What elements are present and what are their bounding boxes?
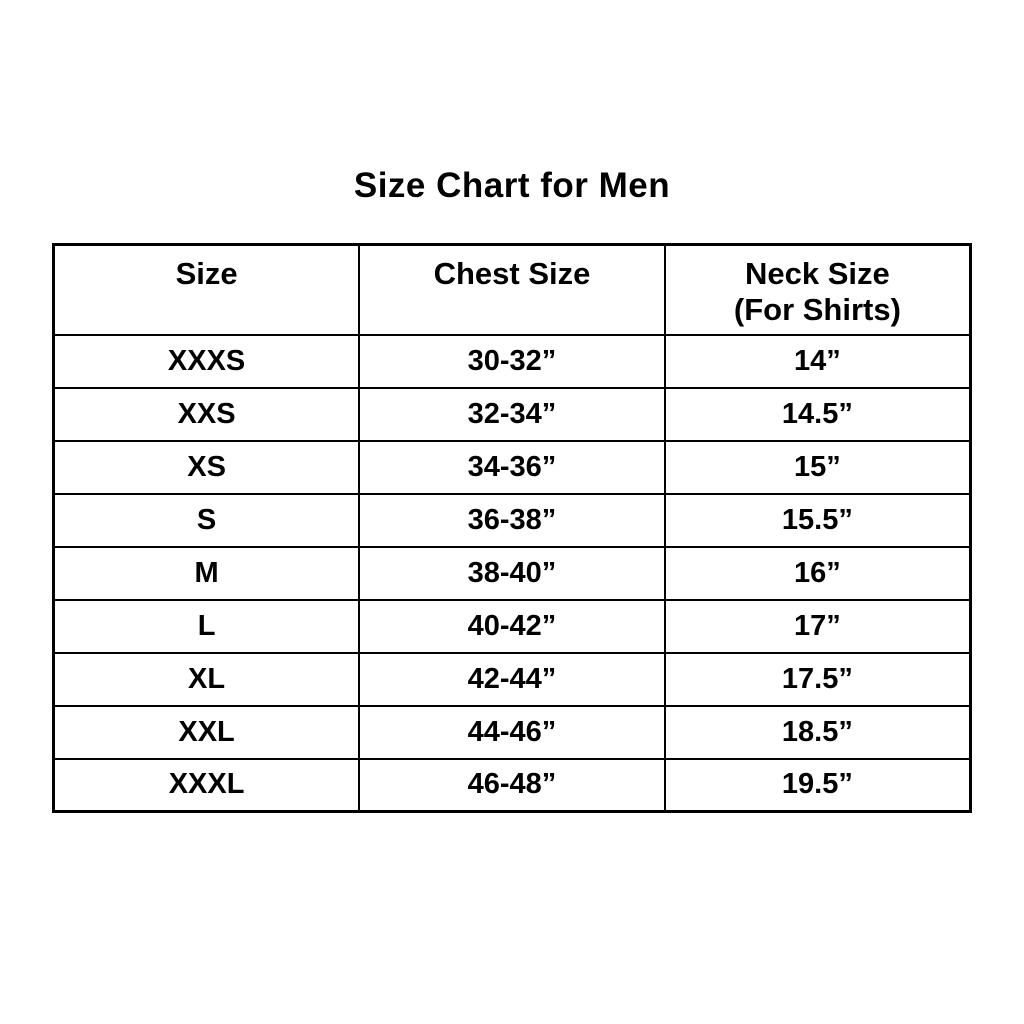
neck-size-cell: 18.5”	[665, 706, 971, 759]
neck-size-cell: 15”	[665, 441, 971, 494]
size-cell: XL	[54, 653, 360, 706]
header-neck-size	[665, 245, 971, 335]
chest-size-cell: 36-38”	[359, 494, 665, 547]
size-chart-table	[52, 243, 972, 813]
table-row	[54, 706, 971, 759]
header-row	[54, 245, 971, 335]
chest-size-cell: 38-40”	[359, 547, 665, 600]
table-row	[54, 335, 971, 388]
header-size	[54, 245, 360, 335]
size-cell: XS	[54, 441, 360, 494]
header-size-label: Size	[175, 256, 238, 291]
table-row	[54, 494, 971, 547]
chest-size-cell: 34-36”	[359, 441, 665, 494]
table-row	[54, 441, 971, 494]
size-cell: XXL	[54, 706, 360, 759]
header-neck-size-label: Neck Size	[745, 256, 890, 291]
size-cell: S	[54, 494, 360, 547]
size-cell: XXS	[54, 388, 360, 441]
chest-size-cell: 40-42”	[359, 600, 665, 653]
size-cell: XXXL	[54, 759, 360, 812]
table-body	[54, 335, 971, 812]
chest-size-cell: 46-48”	[359, 759, 665, 812]
table-row	[54, 759, 971, 812]
header-neck-size-sublabel: (For Shirts)	[733, 292, 901, 327]
header-chest-size	[359, 245, 665, 335]
table-header	[54, 245, 971, 335]
table-row	[54, 547, 971, 600]
chest-size-cell: 42-44”	[359, 653, 665, 706]
chest-size-cell: 30-32”	[359, 335, 665, 388]
header-chest-size-label: Chest Size	[433, 256, 591, 291]
neck-size-cell: 16”	[665, 547, 971, 600]
size-cell: XXXS	[54, 335, 360, 388]
table-row	[54, 653, 971, 706]
neck-size-cell: 14.5”	[665, 388, 971, 441]
table-row	[54, 388, 971, 441]
size-cell: L	[54, 600, 360, 653]
neck-size-cell: 19.5”	[665, 759, 971, 812]
size-cell: M	[54, 547, 360, 600]
neck-size-cell: 17.5”	[665, 653, 971, 706]
table-row	[54, 600, 971, 653]
neck-size-cell: 15.5”	[665, 494, 971, 547]
page-title: Size Chart for Men	[353, 166, 671, 205]
chest-size-cell: 32-34”	[359, 388, 665, 441]
neck-size-cell: 14”	[665, 335, 971, 388]
neck-size-cell: 17”	[665, 600, 971, 653]
chest-size-cell: 44-46”	[359, 706, 665, 759]
